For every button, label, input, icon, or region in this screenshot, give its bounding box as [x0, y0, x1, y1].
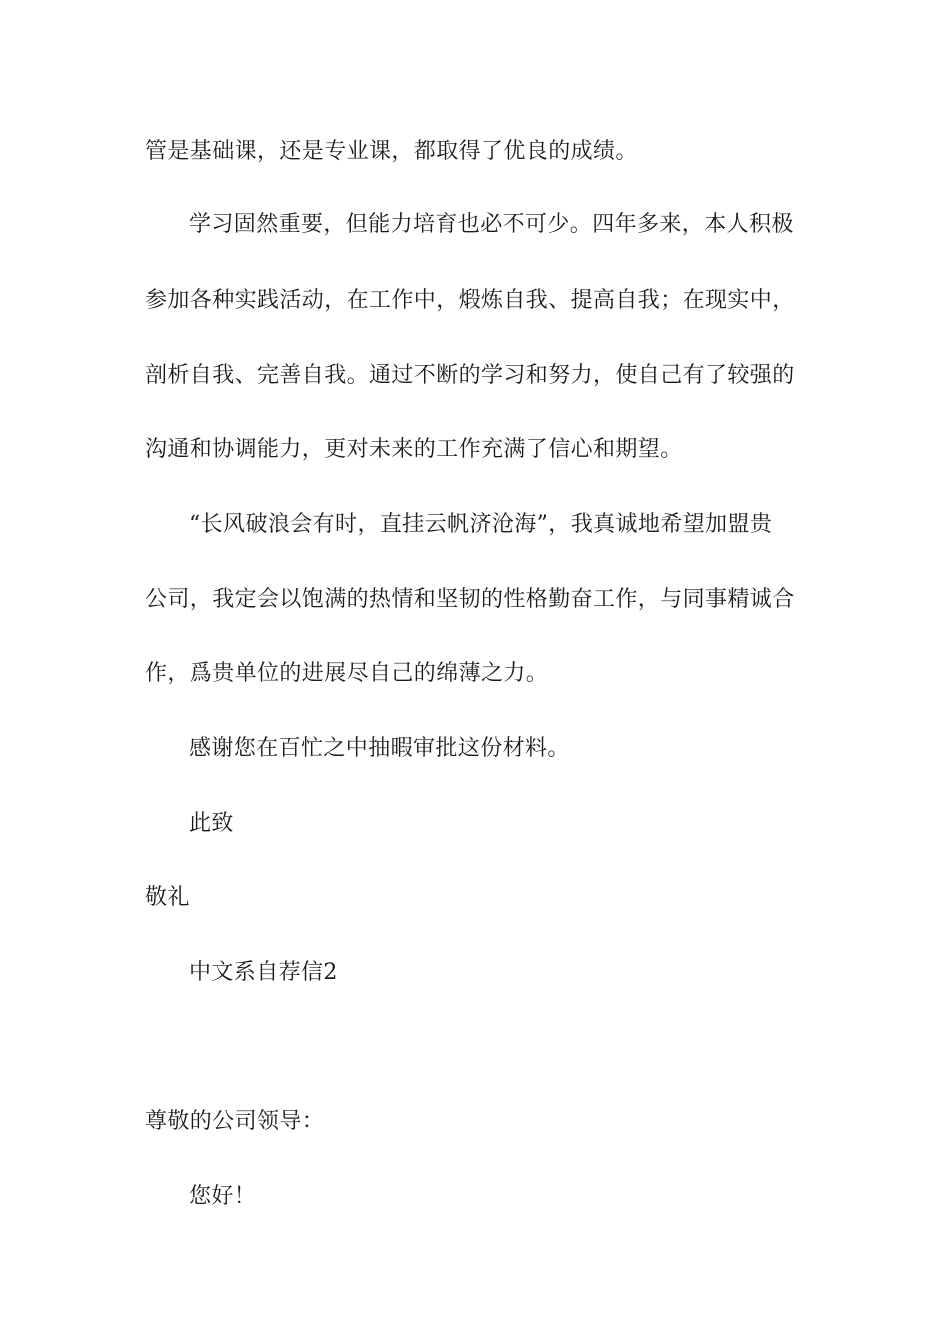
paragraph-line: 学习固然重要，但能力培育也必不可少。四年多来，本人积极: [189, 212, 794, 237]
paragraph-line: 公司，我定会以饱满的热情和坚韧的性格勤奋工作，与同事精诚合: [145, 587, 795, 612]
paragraph-line: 感谢您在百忙之中抽暇审批这份材料。: [189, 736, 570, 761]
paragraph-line: 沟通和协调能力，更对未来的工作充满了信心和期望。: [145, 437, 683, 462]
closing-salutation: 此致: [189, 811, 234, 836]
closing-regards: 敬礼: [145, 885, 190, 910]
paragraph-line: 作，爲贵单位的进展尽自己的绵薄之力。: [145, 661, 549, 686]
paragraph-line: 剖析自我、完善自我。通过不断的学习和努力，使自己有了较强的: [145, 363, 795, 388]
paragraph-line: “长风破浪会有时，直挂云帆济沧海”，我真诚地希望加盟贵: [189, 512, 773, 537]
greeting-line: 您好！: [189, 1184, 257, 1209]
paragraph-line: 参加各种实践活动，在工作中，煅炼自我、提高自我；在现实中，: [145, 288, 795, 313]
section-title: 中文系自荐信2: [189, 960, 338, 985]
greeting-recipient: 尊敬的公司领导：: [145, 1109, 325, 1134]
paragraph-line: 管是基础课，还是专业课，都取得了优良的成绩。: [145, 139, 638, 164]
